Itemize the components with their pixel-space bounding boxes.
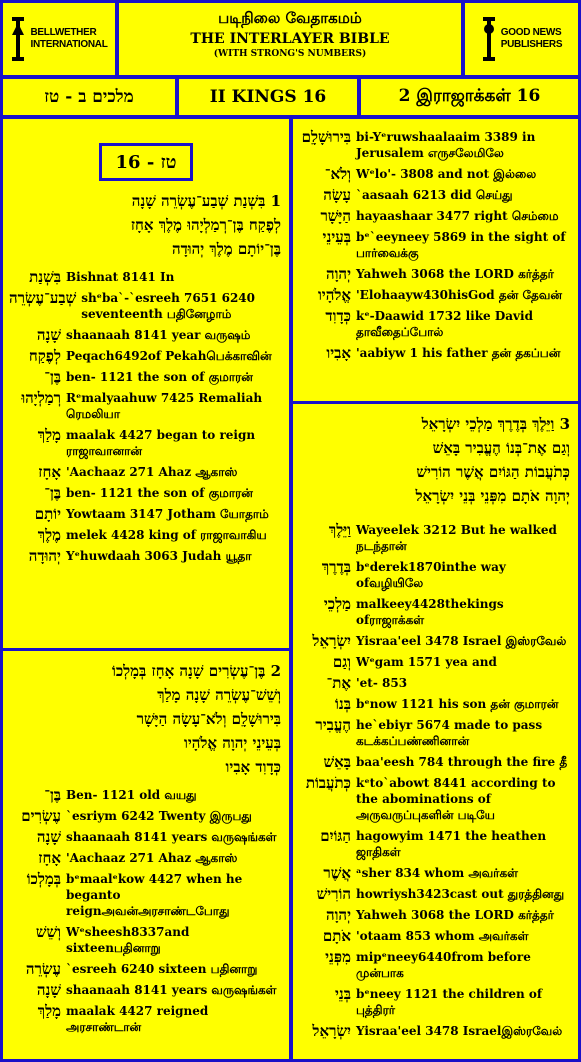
hebrew-word: וְלֹא־ bbox=[324, 165, 351, 183]
hebrew-word: הוֹרִישׁ bbox=[316, 885, 351, 903]
hebrew-word: יְהוָה bbox=[325, 906, 351, 924]
word-entry bbox=[299, 696, 572, 712]
hebrew-word: הַגּוֹיִם bbox=[320, 827, 351, 845]
title-tamil: படிநிலை வேதாகமம் bbox=[218, 9, 362, 27]
hebrew-word: אֹתָם bbox=[322, 927, 351, 945]
word-entry bbox=[299, 559, 572, 591]
verse2-block bbox=[3, 655, 289, 1044]
hebrew-word: עֶשְׂרֵה bbox=[25, 960, 61, 978]
word-entry bbox=[299, 717, 572, 749]
word-entry bbox=[9, 982, 283, 998]
hebrew-word: אָחָז bbox=[38, 463, 61, 481]
word-entry bbox=[9, 348, 283, 364]
hebrew-word: עֶשְׂרִים bbox=[21, 807, 61, 825]
word-gloss: 'otaam 853 whom அவர்கள் bbox=[356, 929, 529, 943]
word-entry bbox=[299, 522, 572, 554]
word-entry bbox=[9, 829, 283, 845]
word-gloss: Wᵉlo'- 3808 and not இல்லை bbox=[356, 167, 537, 181]
word-entry bbox=[9, 390, 283, 422]
word-gloss: bᵉderek1870inthe way ofவழியிலே bbox=[356, 560, 506, 590]
word-entry bbox=[299, 266, 572, 282]
word-gloss: Yowtaam 3147 Jotham யோதாம் bbox=[66, 507, 269, 521]
verse-divider-right bbox=[290, 401, 581, 404]
hebrew-word: בֶּן־ bbox=[44, 368, 61, 386]
verse-divider bbox=[0, 648, 292, 651]
hebrew-word: יוֹתָם bbox=[34, 505, 61, 523]
word-entry bbox=[9, 485, 283, 501]
hebrew-word: וְגַם bbox=[332, 653, 351, 671]
word-gloss: Peqach6492of Pekahபெக்காவின் bbox=[66, 349, 272, 363]
verse2-entries bbox=[9, 787, 283, 1035]
word-gloss: baa'eesh 784 through the fire தீ bbox=[356, 755, 568, 769]
hebrew-word: וַיֵּלֶךְ bbox=[328, 521, 351, 539]
title-subtitle: (WITH STRONG'S NUMBERS) bbox=[213, 49, 367, 59]
word-gloss: shaanaah 8141 year வருஷம் bbox=[66, 328, 251, 342]
word-entry bbox=[299, 949, 572, 981]
word-gloss: Bishnat 8141 In bbox=[66, 270, 175, 284]
word-gloss: Yᵉhuwdaah 3063 Judah யூதா bbox=[66, 549, 252, 563]
word-gloss: Wᵉgam 1571 yea and bbox=[356, 655, 497, 669]
word-entry bbox=[299, 775, 572, 823]
hebrew-word: בָּאֵשׁ bbox=[323, 753, 351, 771]
hebrew-word: יִשְׂרָאֵל bbox=[312, 632, 351, 650]
hebrew-word: וְשֵׁשׁ bbox=[35, 923, 61, 941]
word-gloss: Yahweh 3068 the LORD கர்த்தர் bbox=[356, 908, 554, 922]
verse1-entries bbox=[9, 269, 283, 564]
hebrew-word: בְּנוֹ bbox=[335, 695, 351, 713]
hebrew-word: בֶּן־ bbox=[44, 786, 61, 804]
word-gloss: kᵉ-Daawid 1732 like David தாவீதைப்போல் bbox=[356, 309, 533, 339]
word-gloss: bᵉ`eeyneey 5869 in the sight of பார்வைக்கு bbox=[356, 230, 566, 260]
word-entry bbox=[299, 633, 572, 649]
hebrew-word: יְהוּדָה bbox=[28, 547, 61, 565]
word-entry bbox=[299, 828, 572, 860]
word-gloss: kᵉto`abowt 8441 according to the abominations of அருவருப்புகளின் படியே bbox=[356, 776, 556, 822]
word-entry bbox=[9, 290, 283, 322]
word-entry bbox=[299, 928, 572, 944]
hebrew-word: בֶּן־ bbox=[44, 484, 61, 502]
word-gloss: melek 4428 king of ராஜாவாகிய bbox=[66, 528, 267, 542]
hebrew-word: מִפְּנֵי bbox=[325, 948, 351, 966]
word-gloss: Wayeelek 3212 But he walked நடந்தான் bbox=[356, 523, 557, 553]
word-gloss: shaanaah 8141 years வருஷங்கள் bbox=[66, 830, 277, 844]
verse3-hebrew: 3 וַיֵּלֶךְ בְּדֶרֶךְ מַלְכֵי יִשְׂרָאֵל וְגַם אֶת־בְּנוֹ הֶעֱבִיר בָּאֵשׁ כְּתֹעֲבוֹת הַגּוֹיִם אֲשֶׁר הוֹרִישׁ יְהוָה אֹתָם מִפְּנֵי בְּנֵי יִשְׂרָאֵל bbox=[415, 415, 570, 505]
book-tamil: 2 இராஜாக்கள் 16 bbox=[358, 76, 581, 118]
word-entry bbox=[9, 924, 283, 956]
hebrew-word: אֶת־ bbox=[326, 674, 351, 692]
word-gloss: howriysh3423cast out துரத்தினது bbox=[356, 887, 565, 901]
hebrew-word: יִשְׂרָאֵל bbox=[312, 1022, 351, 1040]
word-gloss: ᵃsher 834 whom அவர்கள் bbox=[356, 866, 518, 880]
word-entry bbox=[299, 986, 572, 1018]
word-entry bbox=[9, 427, 283, 459]
word-gloss: Yisraa'eel 3478 Israelஇஸ்ரவேல் bbox=[356, 1024, 563, 1038]
word-gloss: 'Elohaayw430hisGod தன் தேவன் bbox=[356, 288, 562, 302]
word-gloss: he`ebiyr 5674 made to pass கடக்கப்பண்ணினான் bbox=[356, 718, 543, 748]
title-english: THE INTERLAYER BIBLE bbox=[190, 31, 390, 47]
word-gloss: bᵉneey 1121 the children of புத்திரர் bbox=[356, 987, 543, 1017]
word-entry bbox=[9, 369, 283, 385]
hebrew-word: כְּדָוִד bbox=[325, 307, 351, 325]
word-gloss: 'aabiyw 1 his father தன் தகப்பன் bbox=[356, 346, 561, 360]
hebrew-word: אֲשֶׁר bbox=[323, 864, 351, 882]
hebrew-word: יְהוָה bbox=[325, 265, 351, 283]
hebrew-word: עָשָׂה bbox=[323, 186, 351, 204]
word-gloss: bi-Yᵉruwshaalaaim 3389 in Jerusalem எருசலேமிலே bbox=[356, 130, 536, 160]
publisher-left-name: BELLWETHER INTERNATIONAL bbox=[30, 27, 108, 50]
bellwether-icon bbox=[10, 13, 26, 65]
word-gloss: Yahweh 3068 the LORD கர்த்தர் bbox=[356, 267, 554, 281]
word-gloss: 'et- 853 bbox=[356, 676, 408, 690]
hebrew-word: שָׁנָה bbox=[36, 828, 61, 846]
word-gloss: `aasaah 6213 did செய்து bbox=[356, 188, 513, 202]
word-gloss: 'Aachaaz 271 Ahaz ஆகாஸ் bbox=[66, 465, 238, 479]
word-entry bbox=[299, 886, 572, 902]
good-news-icon bbox=[481, 13, 497, 65]
word-gloss: hagowyim 1471 the heathen ஜாதிகள் bbox=[356, 829, 547, 859]
hebrew-word: מֶלֶךְ bbox=[37, 526, 61, 544]
word-gloss: bᵉmaalᵉkow 4427 when he beganto reignஅவன்அரசாண்டபோது bbox=[66, 872, 243, 918]
publisher-right-name: GOOD NEWS PUBLISHERS bbox=[500, 27, 563, 50]
word-gloss: hayaashaar 3477 right செம்மை bbox=[356, 209, 559, 223]
hebrew-word: בִּשְׁנַת bbox=[29, 268, 61, 286]
word-entry bbox=[299, 754, 572, 770]
word-entry bbox=[9, 871, 283, 919]
verse1-hebrew: 1 בִּשְׁנַת שְׁבַע־עֶשְׂרֵה שָׁנָה לְפֶקַח בֶּן־רְמַלְיָהוּ מֶלֶךְ אָחָז בֶּן־יוֹתָם מֶלֶךְ יְהוּדָה bbox=[130, 192, 281, 258]
word-gloss: maalak 4427 reigned அரசாண்டான் bbox=[66, 1004, 209, 1034]
word-entry bbox=[299, 308, 572, 340]
hebrew-word: אָבִיו bbox=[326, 344, 351, 362]
verse2-hebrew: 2 בֶּן־עֶשְׂרִים שָׁנָה אָחָז בְּמָלְכוֹ וְשֵׁשׁ־עֶשְׂרֵה שָׁנָה מָלַךְ בִּירוּשָׁלִָם וְלֹא־עָשָׂה הַיָּשָׁר בְּעֵינֵי יְהוָה אֱלֹהָיו כְּדָוִד אָבִיו bbox=[111, 662, 281, 776]
word-gloss: maalak 4427 began to reign ராஜாவானான் bbox=[66, 428, 256, 458]
word-entry bbox=[299, 675, 572, 691]
hebrew-word: כְּתֹעֲבוֹת bbox=[305, 774, 351, 792]
word-entry bbox=[299, 287, 572, 303]
verse3-entries bbox=[299, 522, 572, 1039]
word-entry bbox=[9, 527, 283, 543]
word-gloss: mipᵉneey6440from before முன்பாக bbox=[356, 950, 531, 980]
hebrew-word: רְמַלְיָהוּ bbox=[21, 389, 61, 407]
hebrew-word: הַיָּשָׁר bbox=[320, 207, 351, 225]
verse3-block bbox=[293, 408, 578, 1048]
word-entry bbox=[299, 345, 572, 361]
word-gloss: `esreeh 6240 sixteen பதினாறு bbox=[66, 962, 258, 976]
word-entry bbox=[299, 654, 572, 670]
hebrew-word: לְפֶקַח bbox=[28, 347, 61, 365]
hebrew-word: מָלַךְ bbox=[37, 426, 61, 444]
hebrew-word: מָלַךְ bbox=[37, 1002, 61, 1020]
hebrew-word: בִּירוּשָׁלִָם bbox=[301, 128, 351, 146]
hebrew-word: בְּמָלְכוֹ bbox=[26, 870, 61, 888]
hebrew-word: שָׁנָה bbox=[36, 326, 61, 344]
hebrew-word: שְׁבַע־עֶשְׂרֵה bbox=[9, 289, 77, 307]
word-gloss: ben- 1121 the son of குமாரன் bbox=[66, 370, 253, 384]
title-block bbox=[116, 0, 464, 78]
word-gloss: 'Aachaaz 271 Ahaz ஆகாஸ் bbox=[66, 851, 238, 865]
word-gloss: shaanaah 8141 years வருஷங்கள் bbox=[66, 983, 277, 997]
word-entry bbox=[9, 464, 283, 480]
word-entry bbox=[9, 269, 283, 285]
publisher-logo-right bbox=[462, 0, 581, 78]
word-entry bbox=[299, 596, 572, 628]
word-entry bbox=[299, 1023, 572, 1039]
hebrew-word: אָחָז bbox=[38, 849, 61, 867]
word-entry bbox=[299, 208, 572, 224]
book-hebrew: מלכים ב - טז bbox=[0, 76, 178, 118]
hebrew-word: הֶעֱבִיר bbox=[315, 716, 351, 734]
word-entry bbox=[9, 1003, 283, 1035]
chapter-label: טז - 16 bbox=[99, 143, 193, 181]
word-entry bbox=[299, 229, 572, 261]
word-gloss: malkeey4428thekings ofராஜாக்கள் bbox=[356, 597, 504, 627]
word-entry bbox=[299, 129, 572, 161]
word-entry bbox=[9, 961, 283, 977]
word-entry bbox=[9, 506, 283, 522]
word-gloss: Rᵉmalyaahuw 7425 Remaliah ரெமலியா bbox=[66, 391, 263, 421]
word-entry bbox=[299, 865, 572, 881]
word-entry bbox=[9, 808, 283, 824]
hebrew-word: בְּנֵי bbox=[334, 985, 351, 1003]
hebrew-word: מַלְכֵי bbox=[323, 595, 351, 613]
word-gloss: `esriym 6242 Twenty இருபது bbox=[66, 809, 252, 823]
word-gloss: Wᵉsheesh8337and sixteenபதினாறு bbox=[66, 925, 190, 955]
word-entry bbox=[299, 166, 572, 182]
word-gloss: ben- 1121 the son of குமாரன் bbox=[66, 486, 253, 500]
word-entry bbox=[299, 907, 572, 923]
book-english: II KINGS 16 bbox=[176, 76, 360, 118]
word-gloss: Ben- 1121 old வயது bbox=[66, 788, 197, 802]
publisher-logo-left bbox=[0, 0, 118, 78]
hebrew-word: בְּעֵינֵי bbox=[322, 228, 351, 246]
word-entry bbox=[299, 187, 572, 203]
word-entry bbox=[9, 850, 283, 866]
hebrew-word: בְּדֶרֶךְ bbox=[321, 558, 351, 576]
word-gloss: bᵉnow 1121 his son தன் குமாரன் bbox=[356, 697, 559, 711]
word-gloss: Yisraa'eel 3478 Israel இஸ்ரவேல் bbox=[356, 634, 567, 648]
verse2-cont-entries bbox=[299, 129, 572, 361]
word-entry bbox=[9, 548, 283, 564]
hebrew-word: אֱלֹהָיו bbox=[317, 286, 351, 304]
hebrew-word: שָׁנָה bbox=[36, 981, 61, 999]
word-entry bbox=[9, 327, 283, 343]
word-entry bbox=[9, 787, 283, 803]
word-gloss: shᵉba`-`esreeh 7651 6240 seventeenth பதினேழாம் bbox=[81, 291, 256, 321]
